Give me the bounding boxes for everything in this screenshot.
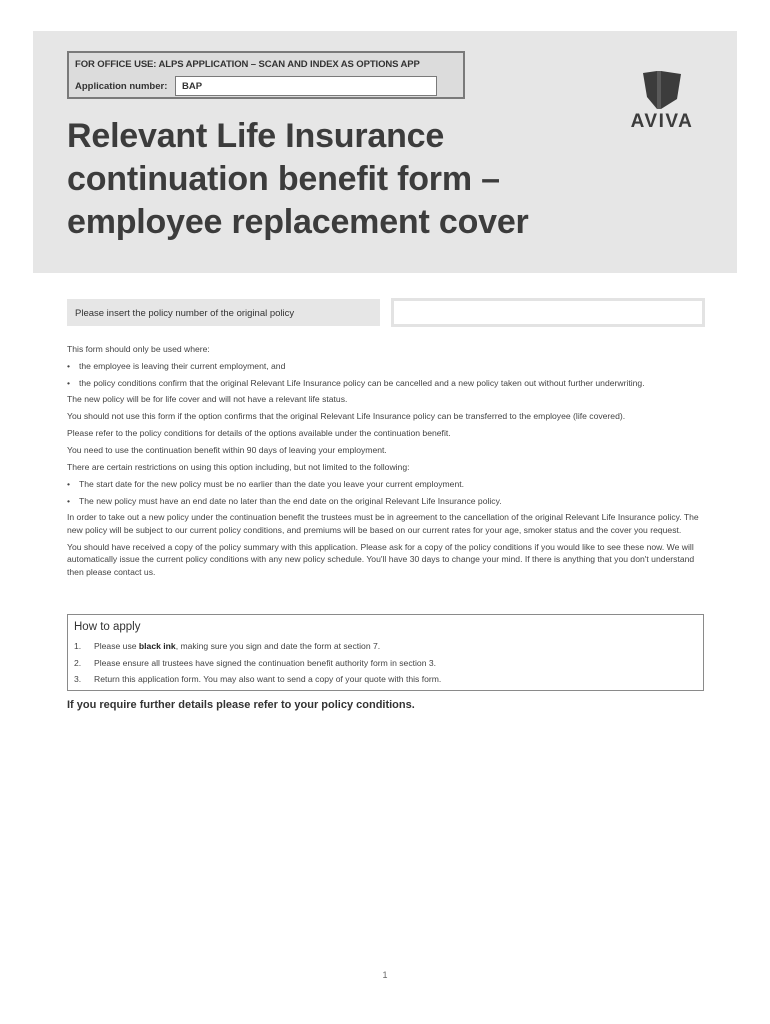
office-use-box: [67, 51, 465, 99]
black-ink-emphasis: black ink: [138, 641, 176, 651]
list-item: • The new policy must have an end date no later than the end date on the original Relevant Life Insurance policy.: [67, 495, 707, 508]
form-title-line: employee replacement cover: [67, 203, 529, 241]
further-details-note: If you require further details please refer to your policy conditions.: [67, 699, 415, 711]
list-item: [74, 640, 694, 652]
list-item: • the employee is leaving their current employment, and: [67, 360, 707, 373]
step-text: Please ensure all trustees have signed the continuation benefit authority form in section 3.: [94, 657, 437, 668]
step-number: 3.: [74, 674, 82, 684]
how-to-apply-title: How to apply: [74, 621, 141, 633]
intro-text: This form should only be used where:: [67, 344, 210, 354]
policy-number-input[interactable]: [391, 298, 705, 327]
form-title-line: Relevant Life Insurance: [67, 117, 445, 155]
page-number: 1: [382, 970, 388, 980]
form-title: [67, 115, 587, 244]
header-band: [33, 31, 737, 273]
list-item: • the policy conditions confirm that the original Relevant Life Insurance policy can be cancelled and a new policy taken out without further underwriting.: [67, 377, 707, 390]
step-text: Return this application form. You may also want to send a copy of your quote with this form.: [94, 674, 442, 684]
instructions-text: [67, 343, 707, 583]
usage-conditions-list: [67, 360, 707, 389]
paragraph: You should have received a copy of the policy summary with this application. Please ask for a copy of the policy conditions if you would like to see these now. We will automatically issue the current policy conditions with any new policy schedule. You'll have 30 days to change your mind. If there is anything that you don't understand then please contact us.: [67, 541, 695, 577]
how-to-apply-list: [74, 640, 694, 690]
list-item: [74, 657, 694, 669]
step-number: 2.: [74, 657, 82, 668]
application-number-field[interactable]: BAP: [175, 76, 437, 96]
paragraph: There are certain restrictions on using this option including, but not limited to the following:: [67, 462, 410, 472]
office-use-title: FOR OFFICE USE: ALPS APPLICATION – SCAN AND INDEX AS OPTIONS APP: [75, 59, 420, 70]
step-number: 1.: [74, 641, 82, 651]
paragraph: The new policy will be for life cover and will not have a relevant life status.: [67, 394, 348, 404]
step-text: Please use black ink, making sure you sign and date the form at section 7.: [94, 641, 381, 651]
list-item: • The start date for the new policy must be no earlier than the date you leave your current employment.: [67, 478, 707, 491]
list-item: [74, 673, 694, 685]
how-to-apply-box: [67, 614, 704, 691]
paragraph: You should not use this form if the option confirms that the original Relevant Life Insurance policy can be transferred to the employee (life covered).: [67, 411, 626, 421]
aviva-logo-mark-icon: [643, 71, 681, 109]
policy-number-label: Please insert the policy number of the original policy: [67, 299, 380, 326]
application-number-label: Application number:: [75, 81, 168, 92]
aviva-logo: [619, 71, 705, 135]
aviva-logo-text: AVIVA: [630, 111, 694, 132]
paragraph: Please refer to the policy conditions for details of the options available under the continuation benefit.: [67, 428, 451, 438]
paragraph: You need to use the continuation benefit within 90 days of leaving your employment.: [67, 445, 387, 455]
paragraph: In order to take out a new policy under the continuation benefit the trustees must be in agreement to the cancellation of the original Relevant Life Insurance policy. The new policy will be subject to our current policy conditions, and premiums will be based on our current rates for your age, smoker status and the cover you request.: [67, 512, 699, 535]
restrictions-list: [67, 478, 707, 507]
form-title-line: continuation benefit form –: [67, 160, 500, 198]
